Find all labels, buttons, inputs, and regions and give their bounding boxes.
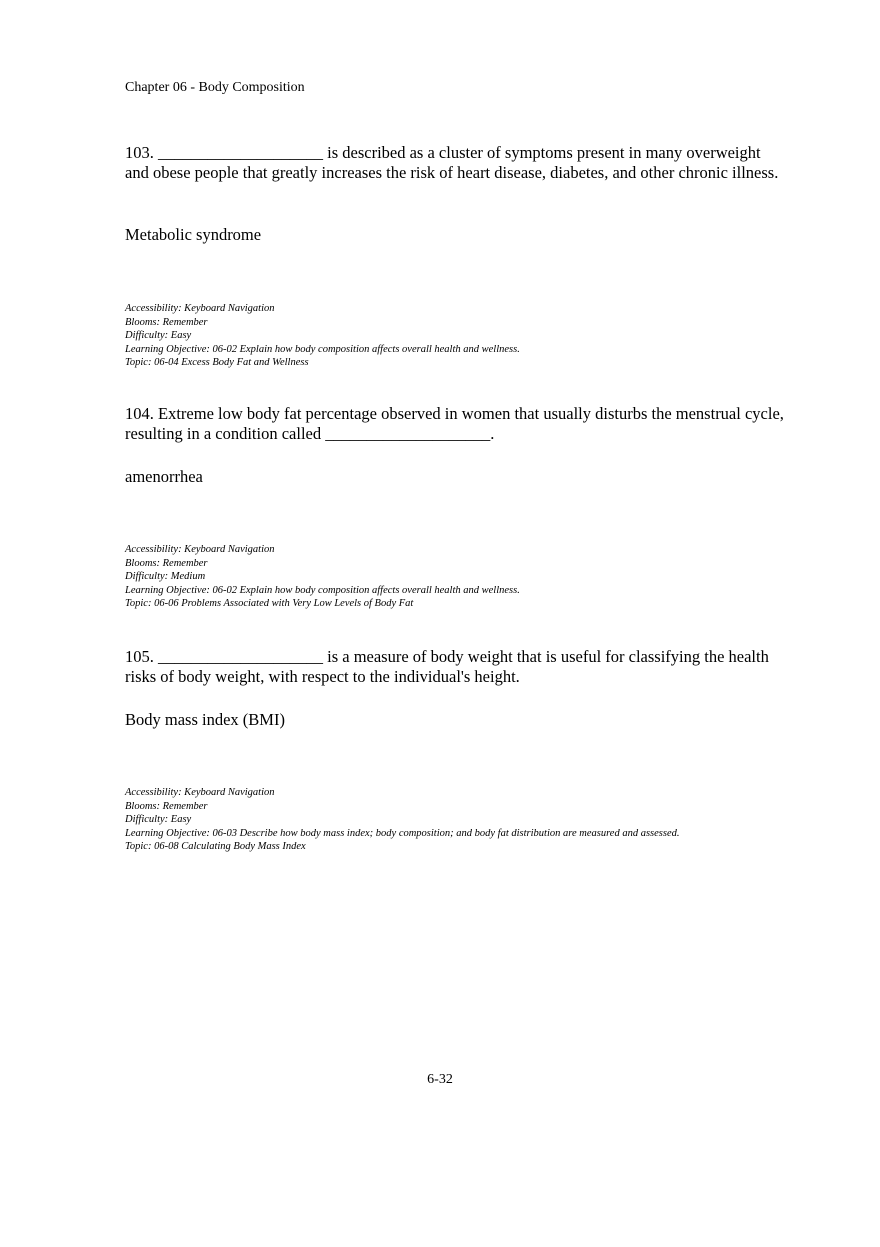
meta-blooms: Blooms: Remember [125, 557, 208, 569]
meta-accessibility: Accessibility: Keyboard Navigation [125, 544, 275, 555]
meta-topic: Topic: 06-04 Excess Body Fat and Wellness [125, 357, 309, 368]
meta-learning-objective: Learning Objective: 06-03 Describe how body mass index; body composition; and body fat distribution are measured and assessed. [125, 827, 680, 839]
meta-difficulty: Difficulty: Medium [125, 571, 206, 582]
meta-topic: Topic: 06-06 Problems Associated with Very Low Levels of Body Fat [125, 598, 414, 609]
question-103 [125, 143, 785, 368]
question-text: 104. Extreme low body fat percentage observed in women that usually disturbs the menstrual cycle, resulting in a condition called ____________________. [125, 404, 784, 443]
question-105 [125, 647, 785, 852]
meta-learning-objective: Learning Objective: 06-02 Explain how body composition affects overall health and wellness. [125, 343, 520, 355]
answer-text: amenorrhea [125, 467, 203, 486]
answer-text: Body mass index (BMI) [125, 710, 285, 729]
question-metadata [125, 786, 679, 854]
question-text: 105. ____________________ is a measure of body weight that is useful for classifying the health risks of body weight, with respect to the individual's height. [125, 647, 769, 686]
meta-difficulty: Difficulty: Easy [125, 814, 192, 825]
meta-blooms: Blooms: Remember [125, 800, 208, 812]
question-metadata [125, 302, 520, 370]
meta-accessibility: Accessibility: Keyboard Navigation [125, 303, 275, 314]
meta-topic: Topic: 06-08 Calculating Body Mass Index [125, 841, 306, 852]
meta-learning-objective: Learning Objective: 06-02 Explain how body composition affects overall health and wellness. [125, 584, 520, 596]
question-104 [125, 404, 785, 609]
meta-difficulty: Difficulty: Easy [125, 330, 192, 341]
page-number: 6-32 [427, 1072, 453, 1087]
meta-blooms: Blooms: Remember [125, 316, 208, 328]
meta-accessibility: Accessibility: Keyboard Navigation [125, 787, 275, 798]
question-text: 103. ____________________ is described as a cluster of symptoms present in many overweight and obese people that greatly increases the risk of heart disease, diabetes, and other chronic illness. [125, 143, 779, 182]
answer-text: Metabolic syndrome [125, 225, 262, 244]
chapter-header: Chapter 06 - Body Composition [125, 80, 305, 95]
question-metadata [125, 543, 520, 611]
